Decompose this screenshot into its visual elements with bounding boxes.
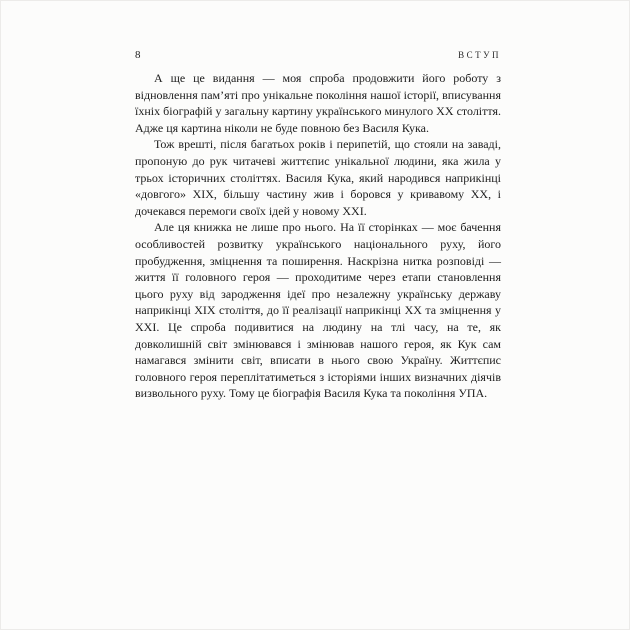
page-number: 8 bbox=[135, 49, 141, 61]
paragraph: Але ця книжка не лише про нього. На її сторінках — моє бачення особливостей розвитку українського національного руху, його пробудження, зміцнення та поширення. Наскрізна нитка розповіді — життя її головного героя — проходитиме через етапи становлення цього руху від зародження ідеї про незалежну українську державу наприкінці ХІХ століття, до її реалізації наприкінці ХХ та зміцнення у ХХІ. Це спроба подивитися на людину на тлі часу, на те, як довколишній світ змінювався і змінював нашого героя, як Кук сам намагався змінити світ, вписати в нього свою Україну. Життєпис головного героя переплітатиметься з історіями інших визначних діячів визвольного руху. Тому це біографія Василя Кука та покоління УПА. bbox=[135, 220, 501, 401]
chapter-title: ВСТУП bbox=[458, 50, 501, 60]
body-text bbox=[135, 70, 501, 402]
paragraph: Тож врешті, після багатьох років і перипетій, що стояли на заваді, пропоную до рук читачеві життєпис унікальної людини, яка жила у трьох історичних століттях. Василя Кука, який народився наприкінці «довгого» ХІХ, більшу частину жив і боровся у кривавому ХХ, і дочекався перемоги своїх ідей у новому ХХІ. bbox=[135, 137, 501, 218]
running-head bbox=[135, 49, 501, 61]
paragraph: А ще це видання — моя спроба продовжити його роботу з відновлення пам’яті про унікальне покоління нашої історії, вписування їхніх біографій у загальну картину українського минулого ХХ століття. Адже ця картина ніколи не буде повною без Василя Кука. bbox=[135, 71, 501, 135]
